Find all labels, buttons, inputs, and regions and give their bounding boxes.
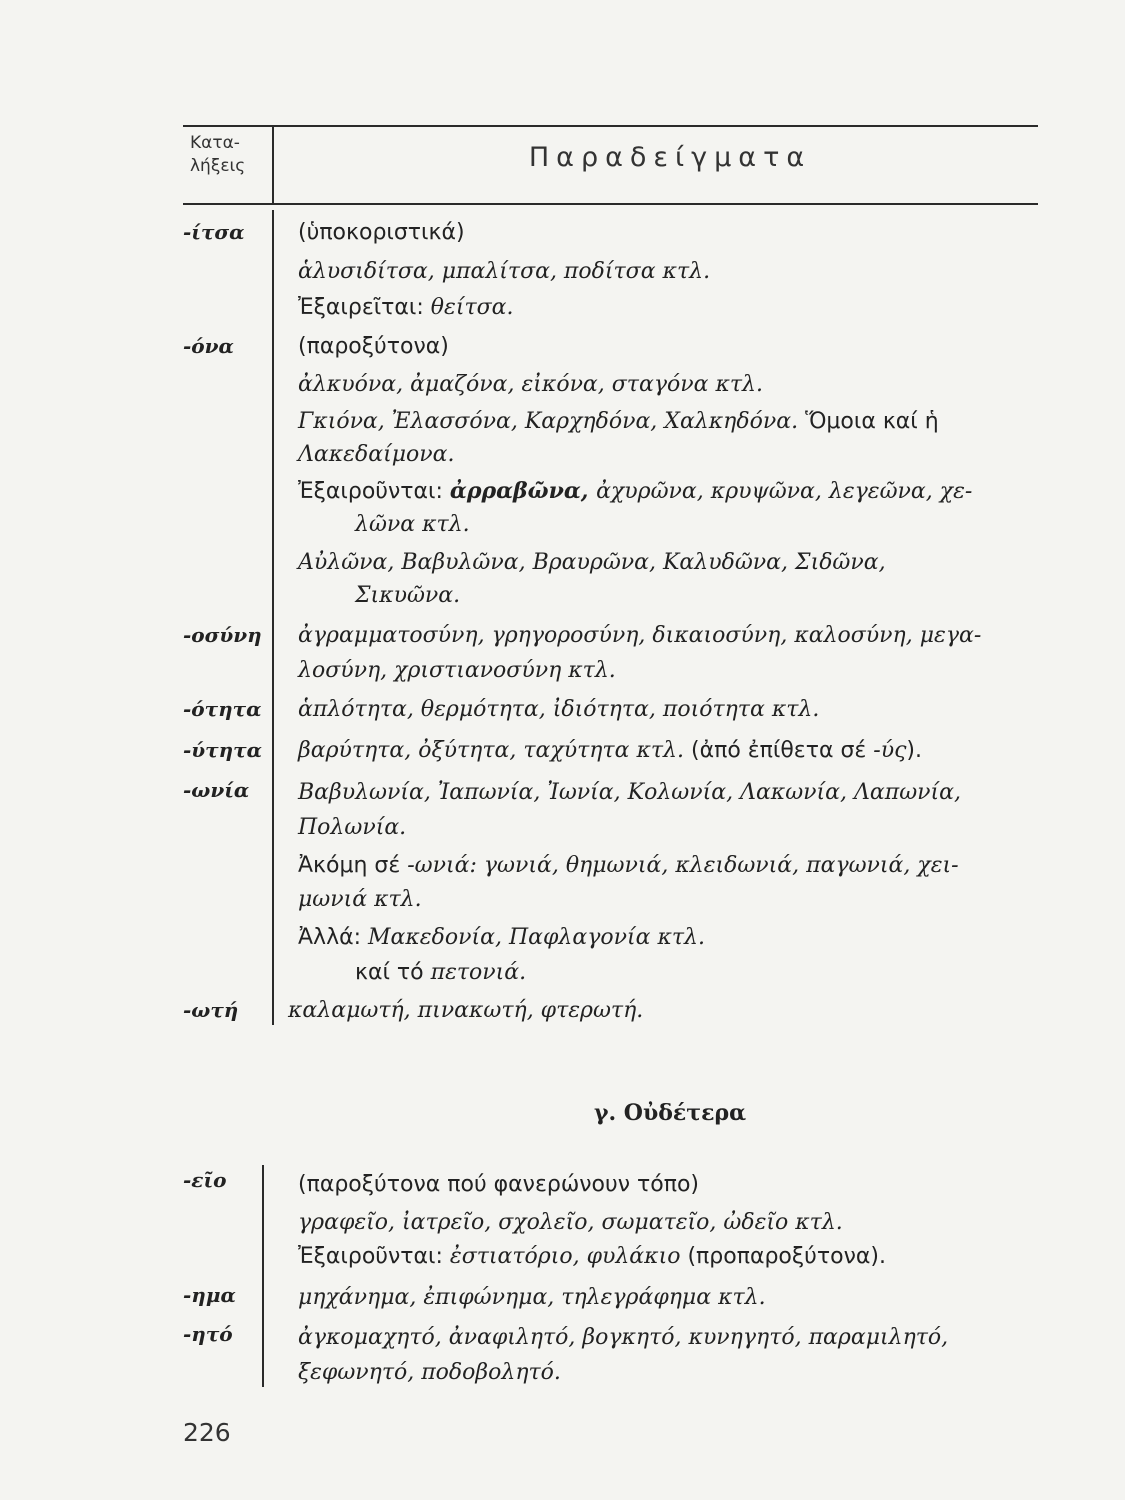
ima-l1: μηχάνημα, ἐπιφώνημα, τηλεγράφημα κτλ.	[298, 1285, 766, 1310]
section-title-neuter: γ. Οὐδέτερα	[593, 1100, 747, 1126]
column-divider-lower	[262, 1165, 264, 1387]
header-endings	[190, 132, 260, 178]
ona-l8: Σικυῶνα.	[355, 583, 461, 608]
onia-l5b: Μακεδονία, Παφλαγονία κτλ.	[368, 925, 705, 950]
suffix-osyni: -οσύνη	[183, 623, 262, 647]
ito-l1: ἀγκομαχητό, ἀναφιλητό, βογκητό, κυνηγητό, παραμιλητό,	[298, 1325, 949, 1350]
suffix-ona: -όνα	[183, 334, 234, 358]
header-divider	[272, 125, 274, 205]
itsa-l2: ἁλυσιδίτσα, μπαλίτσα, ποδίτσα κτλ.	[298, 259, 711, 284]
onia-l3a: Ἀκόμη σέ	[298, 853, 408, 878]
otita-line1	[298, 697, 1043, 722]
itsa-line3	[298, 295, 1043, 320]
onia-line1	[298, 780, 1043, 805]
ona-line2	[298, 372, 1043, 397]
itsa-l3b: θείτσα.	[430, 295, 514, 320]
itsa-l1: (ὑποκοριστικά)	[298, 220, 465, 245]
header-bottom-rule	[183, 203, 1038, 205]
ona-l1: (παροξύτονα)	[298, 334, 449, 359]
suffix-ito: -ητό	[183, 1322, 233, 1346]
ima-line1	[298, 1285, 1043, 1310]
suffix-otita: -ότητα	[183, 697, 262, 721]
ytita-l1d: ).	[906, 738, 922, 763]
bleed-through	[0, 0, 1, 1]
ona-l5b: ἀρραβῶνα,	[449, 478, 597, 504]
ona-line1	[298, 334, 1043, 359]
eio-l1: (παροξύτονα πού φανερώνουν τόπο)	[298, 1172, 700, 1197]
eio-l3b: ἐστιατόριο, φυλάκιο	[449, 1244, 688, 1269]
onia-line3	[298, 853, 1043, 878]
onia-line5	[298, 925, 1043, 950]
page-number: 226	[183, 1418, 231, 1447]
onia-l3b: -ωνιά: γωνιά, θημωνιά, κλειδωνιά, παγωνιά, χει-	[407, 853, 959, 878]
ona-line4	[298, 442, 1043, 467]
itsa-line1	[298, 220, 1043, 245]
onia-l2: Πολωνία.	[298, 815, 407, 840]
otita-l1: ἁπλότητα, θερμότητα, ἰδιότητα, ποιότητα κτλ.	[298, 697, 820, 722]
header-endings-line1: Κατα-	[190, 133, 240, 153]
suffix-onia: -ωνία	[183, 778, 250, 802]
ona-l6: λῶνα κτλ.	[355, 512, 470, 537]
onia-line6	[355, 960, 1100, 985]
eio-line3	[298, 1244, 1043, 1269]
eio-line2	[298, 1210, 1043, 1235]
ona-l2: ἀλκυόνα, ἀμαζόνα, εἰκόνα, σταγόνα κτλ.	[298, 372, 763, 397]
eio-l3a: Ἐξαιροῦνται:	[298, 1244, 450, 1269]
itsa-line2	[298, 259, 1043, 284]
ona-l3a: Γκιόνα, Ἐλασσόνα, Καρχηδόνα, Χαλκηδόνα.	[298, 409, 806, 434]
onia-l6a: καί τό	[355, 960, 431, 985]
ytita-line1	[298, 738, 1043, 763]
header-top-rule	[183, 125, 1038, 127]
ona-line8	[355, 583, 1100, 608]
osyni-l2: λοσύνη, χριστιανοσύνη κτλ.	[298, 658, 616, 683]
suffix-ytita: -ύτητα	[183, 738, 263, 762]
ona-l3b: Ὅμοια καί ἡ	[805, 409, 939, 434]
ito-l2: ξεφωνητό, ποδοβολητό.	[298, 1360, 561, 1385]
onia-line2	[298, 815, 1043, 840]
suffix-oti: -ωτή	[183, 998, 239, 1022]
onia-l5a: Ἀλλά:	[298, 925, 368, 950]
eio-l3c: (προπαροξύτονα).	[687, 1244, 886, 1269]
ito-line2	[298, 1360, 1043, 1385]
ona-l5a: Ἐξαιροῦνται:	[298, 479, 450, 504]
header-endings-line2: λήξεις	[190, 156, 246, 176]
oti-line1	[288, 998, 1033, 1023]
suffix-ima: -ημα	[183, 1283, 236, 1307]
ona-l5c: ἀχυρῶνα, κρυψῶνα, λεγεῶνα, χε-	[596, 479, 973, 504]
ona-line3	[298, 409, 1043, 434]
ona-line5	[298, 478, 1043, 504]
ytita-l1a: βαρύτητα, ὀξύτητα, ταχύτητα κτλ.	[298, 738, 691, 763]
onia-l4: μωνιά κτλ.	[298, 887, 422, 912]
oti-l1: καλαμωτή, πινακωτή, φτερωτή.	[288, 998, 644, 1023]
osyni-l1: ἀγραμματοσύνη, γρηγοροσύνη, δικαιοσύνη, καλοσύνη, μεγα-	[298, 623, 982, 648]
itsa-l3a: Ἐξαιρεῖται:	[298, 295, 431, 320]
ona-l7: Αὐλῶνα, Βαβυλῶνα, Βραυρῶνα, Καλυδῶνα, Σιδῶνα,	[298, 550, 886, 575]
header-examples: Παραδείγματα	[528, 142, 812, 173]
ytita-l1b: (ἀπό ἐπίθετα σέ	[690, 738, 874, 763]
osyni-line2	[298, 658, 1043, 683]
ito-line1	[298, 1325, 1043, 1350]
ytita-l1c: -ύς	[873, 738, 907, 763]
suffix-eio: -εῖο	[183, 1168, 227, 1192]
suffix-itsa: -ίτσα	[183, 220, 245, 244]
ona-line7	[298, 550, 1043, 575]
onia-l1: Βαβυλωνία, Ἰαπωνία, Ἰωνία, Κολωνία, Λακωνία, Λαπωνία,	[298, 780, 961, 805]
onia-l6b: πετονιά.	[430, 960, 527, 985]
onia-line4	[298, 887, 1043, 912]
osyni-line1	[298, 623, 1043, 648]
eio-line1	[298, 1172, 1043, 1197]
ona-line6	[355, 512, 1100, 537]
column-divider-upper	[272, 210, 274, 1025]
eio-l2: γραφεῖο, ἰατρεῖο, σχολεῖο, σωματεῖο, ὠδεῖο κτλ.	[298, 1210, 843, 1235]
ona-l4: Λακεδαίμονα.	[298, 442, 455, 467]
